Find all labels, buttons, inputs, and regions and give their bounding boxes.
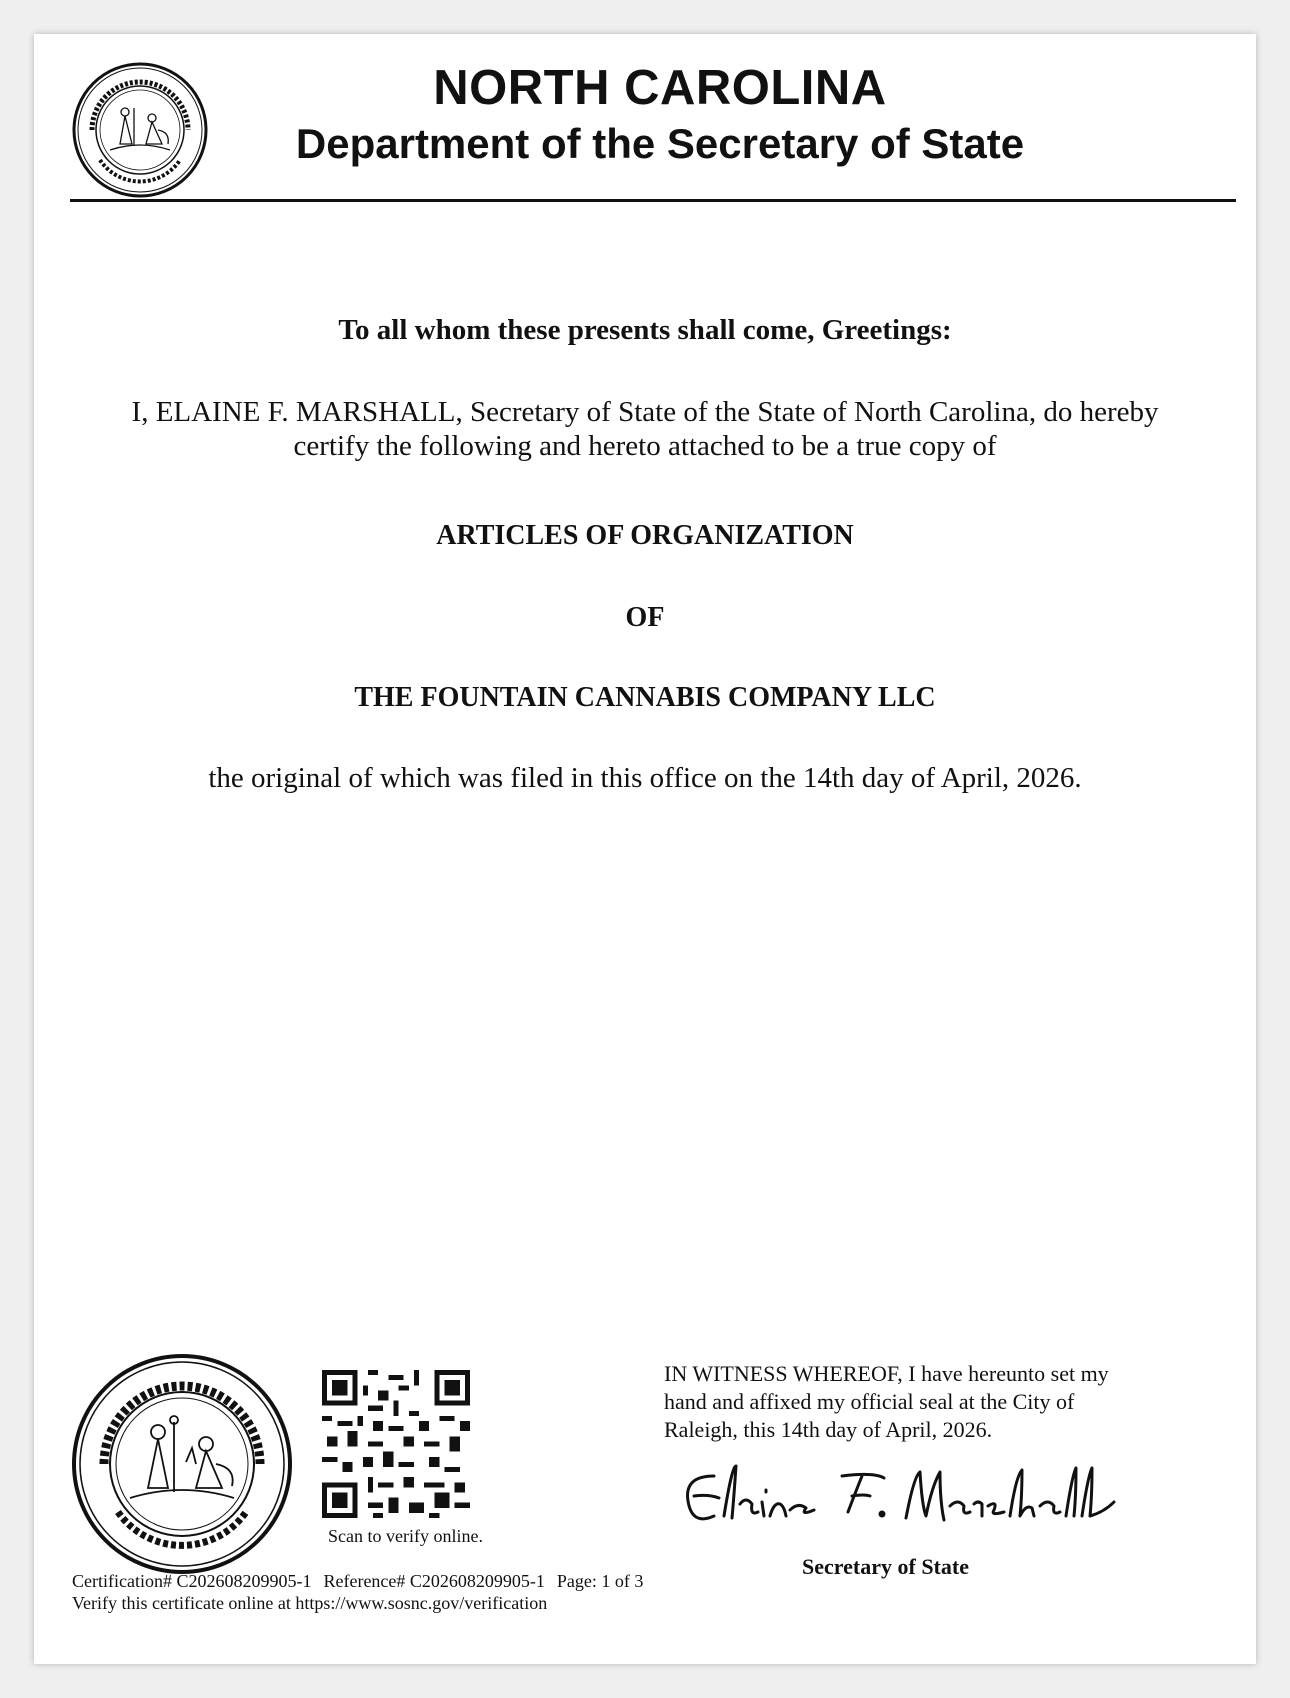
footer-ids [72, 1570, 655, 1592]
certificate-footer [72, 1570, 655, 1614]
document-of: OF [625, 602, 665, 633]
witness-line1: IN WITNESS WHEREOF, I have hereunto set my [664, 1361, 1109, 1386]
department-title: Department of the Secretary of State [295, 120, 1025, 167]
greeting: To all whom these presents shall come, Greetings: [338, 314, 952, 346]
verification-qr-code[interactable] [322, 1370, 470, 1518]
witness-statement [664, 1360, 1109, 1444]
page-indicator: Page: 1 of 3 [556, 1571, 644, 1591]
witness-line3: Raleigh, this 14th day of April, 2026. [664, 1417, 993, 1442]
filed-date-line: the original of which was filed in this office on the 14th day of April, 2026. [208, 762, 1082, 794]
verify-url-line: Verify this certificate online at https://www.sosnc.gov/verification [72, 1593, 548, 1613]
qr-caption: Scan to verify online. [328, 1526, 483, 1546]
company-name: THE FOUNTAIN CANNABIS COMPANY LLC [354, 682, 936, 713]
certification-number: Certification# C202608209905-1 [72, 1571, 312, 1591]
certification-text-line1: I, ELAINE F. MARSHALL, Secretary of State of the State of North Carolina, do hereby [131, 396, 1159, 428]
certification-text-line2: certify the following and hereto attached to be a true copy of [293, 430, 997, 462]
handwritten-signature [674, 1446, 1154, 1546]
certificate-page [34, 34, 1256, 1664]
header-divider [70, 199, 1236, 202]
reference-number: Reference# C202608209905-1 [323, 1571, 545, 1591]
state-title: NORTH CAROLINA [433, 61, 887, 115]
witness-line2: hand and affixed my official seal at the City of [664, 1389, 1075, 1414]
document-title: ARTICLES OF ORGANIZATION [436, 520, 854, 551]
state-seal-large-icon [70, 1352, 294, 1576]
signatory-title: Secretary of State [802, 1554, 969, 1579]
